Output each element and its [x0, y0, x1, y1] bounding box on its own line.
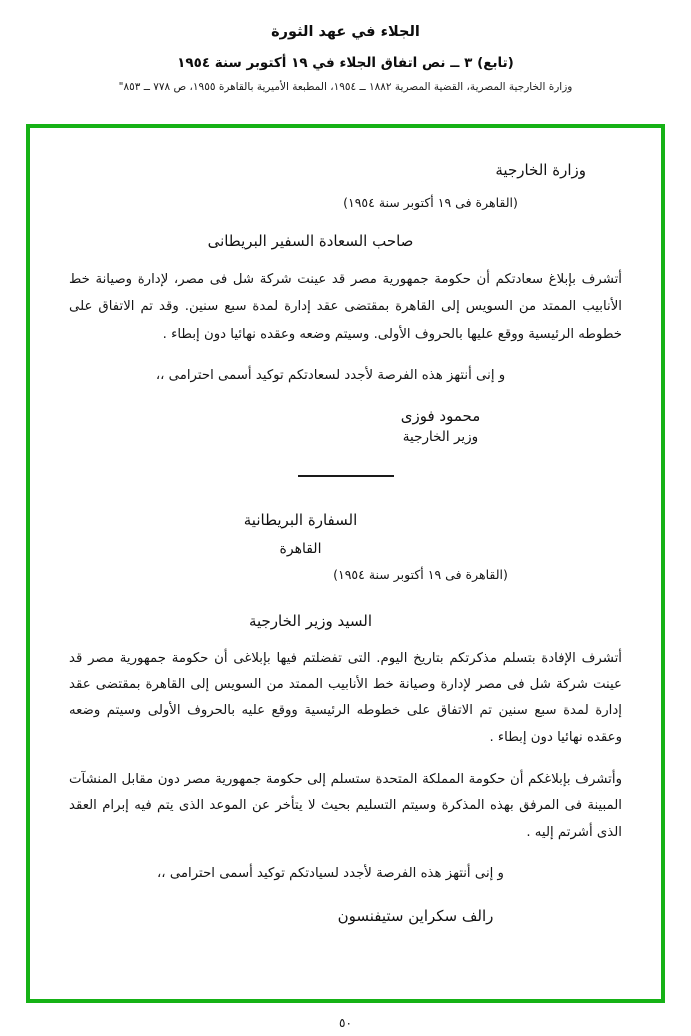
- letter-two-date: (القاهرة فى ١٩ أكتوبر سنة ١٩٥٤): [333, 566, 508, 582]
- letter-two-closing: و إنى أنتهز هذه الفرصة لأجدد لسيادتكم توكيد أسمى احترامى ،،: [157, 865, 504, 881]
- letter-two-embassy: السفارة البريطانية: [243, 510, 358, 529]
- letter-two-city: القاهرة: [279, 540, 322, 557]
- letter-one-body: أتشرف بإبلاغ سعادتكم أن حكومة جمهورية مصر قد عينت شركة شل فى مصر، لإدارة وصيانة خط الأنابيب الممتد من السويس إلى القاهرة بمقتضى عقد إدارة لمدة سبع سنين. وقد تم الاتفاق على خطوطه الرئيسية ووقع عليها بالحروف الأولى. وسيتم وضعه وعقده نهائيا دون إبطاء .: [69, 272, 622, 342]
- letter-one-ministry: وزارة الخارجية: [495, 161, 586, 179]
- page-title: الجلاء في عهد الثورة: [271, 24, 420, 40]
- letter-one-signature: [69, 407, 691, 445]
- letter-one-signature-name: محمود فوزى: [400, 406, 481, 425]
- letter-two-body-2: وأتشرف بإبلاغكم أن حكومة المملكة المتحدة ستسلم إلى حكومة جمهورية مصر دون مقابل المنشآت المبينة فى المرفق بهذه المذكرة وسيتم التسليم بحيث لا يتأخر عن الموعد الذى يتم فيه إبرام العقد الذى أشرتم إليه .: [69, 772, 622, 840]
- section-divider: [298, 475, 394, 477]
- document-source-note: وزارة الخارجية المصرية، القضية المصرية ١٨٨٢ ــ ١٩٥٤، المطبعة الأميرية بالقاهرة ١٩٥٥، ص ٧٧٨ ــ ٨٥٣": [118, 80, 573, 93]
- letter-one-closing: و إنى أنتهز هذه الفرصة لأجدد لسعادتكم توكيد أسمى احترامى ،،: [155, 367, 506, 383]
- letter-two: [69, 511, 622, 925]
- letter-two-body-1: أتشرف الإفادة بتسلم مذكرتكم بتاريخ اليوم. التى تفضلتم فيها بإبلاغى أن حكومة جمهورية مصر قد عينت شركة شل فى مصر لإدارة وصيانة خط الأنابيب الممتد من السويس إلى القاهرة بمقتضى عقد إدارة لمدة سبع سنين تم الاتفاق على خطوطه الرئيسية ووقع عليه بالحروف الأولى وسيتم وضعه وعقده نهائيا دون إبطاء .: [69, 650, 622, 745]
- letter-one-date: (القاهرة فى ١٩ أكتوبر سنة ١٩٥٤): [343, 195, 518, 210]
- letter-one-salutation: صاحب السعادة السفير البريطانى: [207, 232, 414, 250]
- letter-two-addressee: السيد وزير الخارجية: [248, 611, 373, 630]
- letter-one-signature-role: وزير الخارجية: [402, 428, 479, 445]
- document-subtitle: (تابع) ٣ ــ نص اتفاق الجلاء في ١٩ أكتوبر سنة ١٩٥٤: [177, 54, 514, 71]
- letter-two-signature-name: رالف سكراين ستيفنسون: [337, 906, 494, 925]
- green-bordered-content-frame: [26, 124, 665, 1003]
- letter-one: [69, 161, 622, 445]
- letters-container: [35, 133, 656, 994]
- document-header: [0, 0, 691, 93]
- page-number: ٥٠: [339, 1016, 352, 1030]
